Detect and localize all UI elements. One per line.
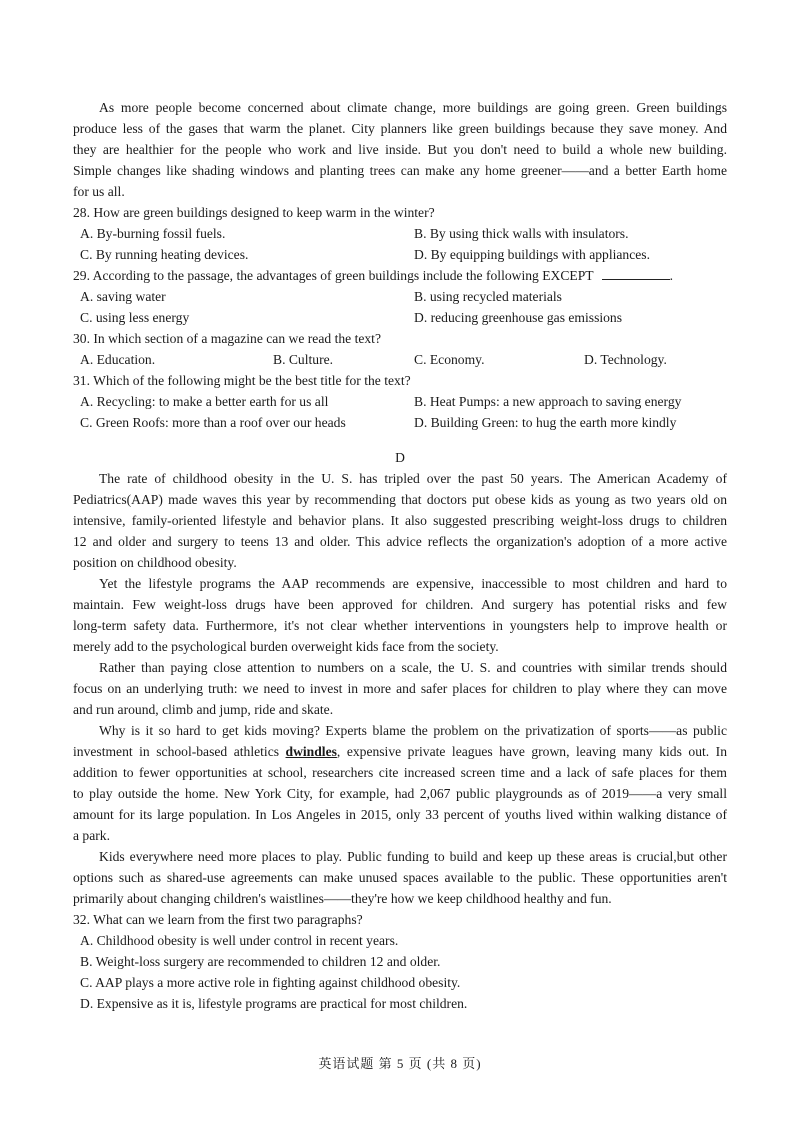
text-segment: investment in school-based athletics (73, 744, 286, 759)
question-text: 31. Which of the following might be the best title for the text? (73, 373, 411, 388)
answer-option: C. By running heating devices. (80, 247, 249, 262)
paragraph-line: for us all. (73, 184, 125, 199)
paragraph-line: 12 and older and surgery to teens 13 and older. This advice reflects the organization's adoption of a more active (73, 534, 727, 549)
answer-option: C. using less energy (80, 310, 190, 325)
paragraph-line: position on childhood obesity. (73, 555, 237, 570)
options-row (73, 993, 727, 1014)
question-text: 30. In which section of a magazine can we read the text? (73, 331, 381, 346)
question-stem (73, 909, 727, 930)
paragraph-line: a park. (73, 828, 110, 843)
answer-option: B. Weight-loss surgery are recommended to children 12 and older. (80, 954, 441, 969)
paragraph-line: they are healthier for the people who work and live inside. But you don't need to build a whole new building. (73, 142, 727, 157)
answer-option: A. Education. (80, 352, 156, 367)
answer-option: D. Building Green: to hug the earth more kindly (414, 415, 677, 430)
paragraph-line: primarily about changing children's waistlines——they're how we keep childhood healthy and fun. (73, 891, 612, 906)
paragraph-line: focus on an underlying truth: we need to invest in more and safer places for children to play where they can move (73, 681, 727, 696)
passage-d-paragraph (73, 573, 727, 657)
answer-option: A. Childhood obesity is well under control in recent years. (80, 933, 399, 948)
paragraph-line: merely add to the psychological burden overweight kids face from the society. (73, 639, 499, 654)
answer-option: D. By equipping buildings with appliances. (414, 247, 650, 262)
question-stem (73, 370, 727, 391)
paragraph-line: As more people become concerned about climate change, more buildings are going green. Green buildings (99, 100, 727, 115)
question-text: 29. According to the passage, the advantages of green buildings include the following EXCEPT (73, 268, 594, 283)
question (73, 909, 727, 1014)
passage-d-paragraph (73, 720, 727, 846)
options-row (73, 307, 727, 328)
paragraph-line: options such as shared-use agreements can make unused spaces available to the public. These opportunities aren't (73, 870, 727, 885)
paragraph-line: Kids everywhere need more places to play. Public funding to build and keep up these areas is crucial,but other (99, 849, 727, 864)
exam-page-content (73, 97, 727, 1014)
paragraph-line: Pediatrics(AAP) made waves this year by recommending that doctors put obese kids as young as two years old on (73, 492, 727, 507)
passage-d-paragraph (73, 657, 727, 720)
question-text: 28. How are green buildings designed to keep warm in the winter? (73, 205, 435, 220)
question (73, 370, 727, 433)
paragraph-line: The rate of childhood obesity in the U. S. has tripled over the past 50 years. The American Academy of (99, 471, 727, 486)
options-row (73, 930, 727, 951)
paragraph-line: and run around, climb and jump, ride and skate. (73, 702, 334, 717)
page-footer: 英语试题 第 5 页 (共 8 页) (318, 1056, 482, 1071)
paragraph-line: Rather than paying close attention to numbers on a scale, the U. S. and countries with similar trends should (99, 660, 727, 675)
paragraph-line (73, 741, 727, 762)
answer-option: B. Heat Pumps: a new approach to saving energy (414, 394, 682, 409)
answer-option: B. Culture. (273, 352, 334, 367)
underlined-keyword: dwindles (285, 744, 337, 759)
paragraph-line: Yet the lifestyle programs the AAP recommends are expensive, inaccessible to most children and hard to (99, 576, 727, 591)
answer-option: A. saving water (80, 289, 166, 304)
paragraph-line: amount for its large population. In Los Angeles in 2015, only 33 percent of youths lived within walking distance of (73, 807, 727, 822)
answer-option: D. Expensive as it is, lifestyle programs are practical for most children. (80, 996, 468, 1011)
answer-option: B. By using thick walls with insulators. (414, 226, 629, 241)
options-row (73, 391, 727, 412)
answer-option: D. Technology. (584, 352, 667, 367)
answer-option: C. Green Roofs: more than a roof over our heads (80, 415, 346, 430)
section-label: D (395, 450, 405, 465)
question-text: 32. What can we learn from the first two paragraphs? (73, 912, 363, 927)
paragraph-line: Why is it so hard to get kids moving? Experts blame the problem on the privatization of sports——as public (99, 723, 727, 738)
paragraph-line: Simple changes like shading windows and planting trees can make any home greener——and a better Earth home (73, 163, 727, 178)
question (73, 202, 727, 265)
options-row (73, 972, 727, 993)
punctuation: . (669, 268, 674, 283)
passage-c-paragraph (73, 97, 727, 202)
paragraph-line: maintain. Few weight-loss drugs have been approved for children. And surgery has potential risks and few (73, 597, 727, 612)
question-stem (73, 265, 727, 286)
answer-option: A. Recycling: to make a better earth for us all (80, 394, 329, 409)
answer-option: A. By-burning fossil fuels. (80, 226, 226, 241)
answer-option: D. reducing greenhouse gas emissions (414, 310, 623, 325)
answer-option: B. using recycled materials (414, 289, 562, 304)
question (73, 328, 727, 370)
text-segment: , expensive private leagues have grown, leaving many kids out. In (336, 744, 727, 759)
options-row (73, 286, 727, 307)
question-stem (73, 328, 727, 349)
answer-option: C. Economy. (414, 352, 485, 367)
paragraph-line: addition to fewer opportunities at school, researchers cite increased screen time and a lack of safe places for them (73, 765, 727, 780)
paragraph-line: produce less of the gases that warm the planet. City planners like green buildings because they save money. And (73, 121, 727, 136)
paragraph-line: intensive, family-oriented lifestyle and behavior plans. It also suggested prescribing weight-loss drugs to children (73, 513, 727, 528)
question-stem (73, 202, 727, 223)
passage-d-paragraph (73, 468, 727, 573)
passage-d-paragraph (73, 846, 727, 909)
options-row (73, 349, 727, 370)
options-row (73, 223, 727, 244)
paragraph-line: to play outside the home. New York City, for example, had 2,067 public playgrounds as of 2019——a very small (73, 786, 727, 801)
options-row (73, 244, 727, 265)
answer-blank (602, 265, 670, 280)
answer-option: C. AAP plays a more active role in fighting against childhood obesity. (80, 975, 461, 990)
question (73, 265, 727, 328)
options-row (73, 951, 727, 972)
options-row (73, 412, 727, 433)
paragraph-line: long-term safety data. Furthermore, it's not clear whether interventions in youngsters help to improve health or (73, 618, 727, 633)
